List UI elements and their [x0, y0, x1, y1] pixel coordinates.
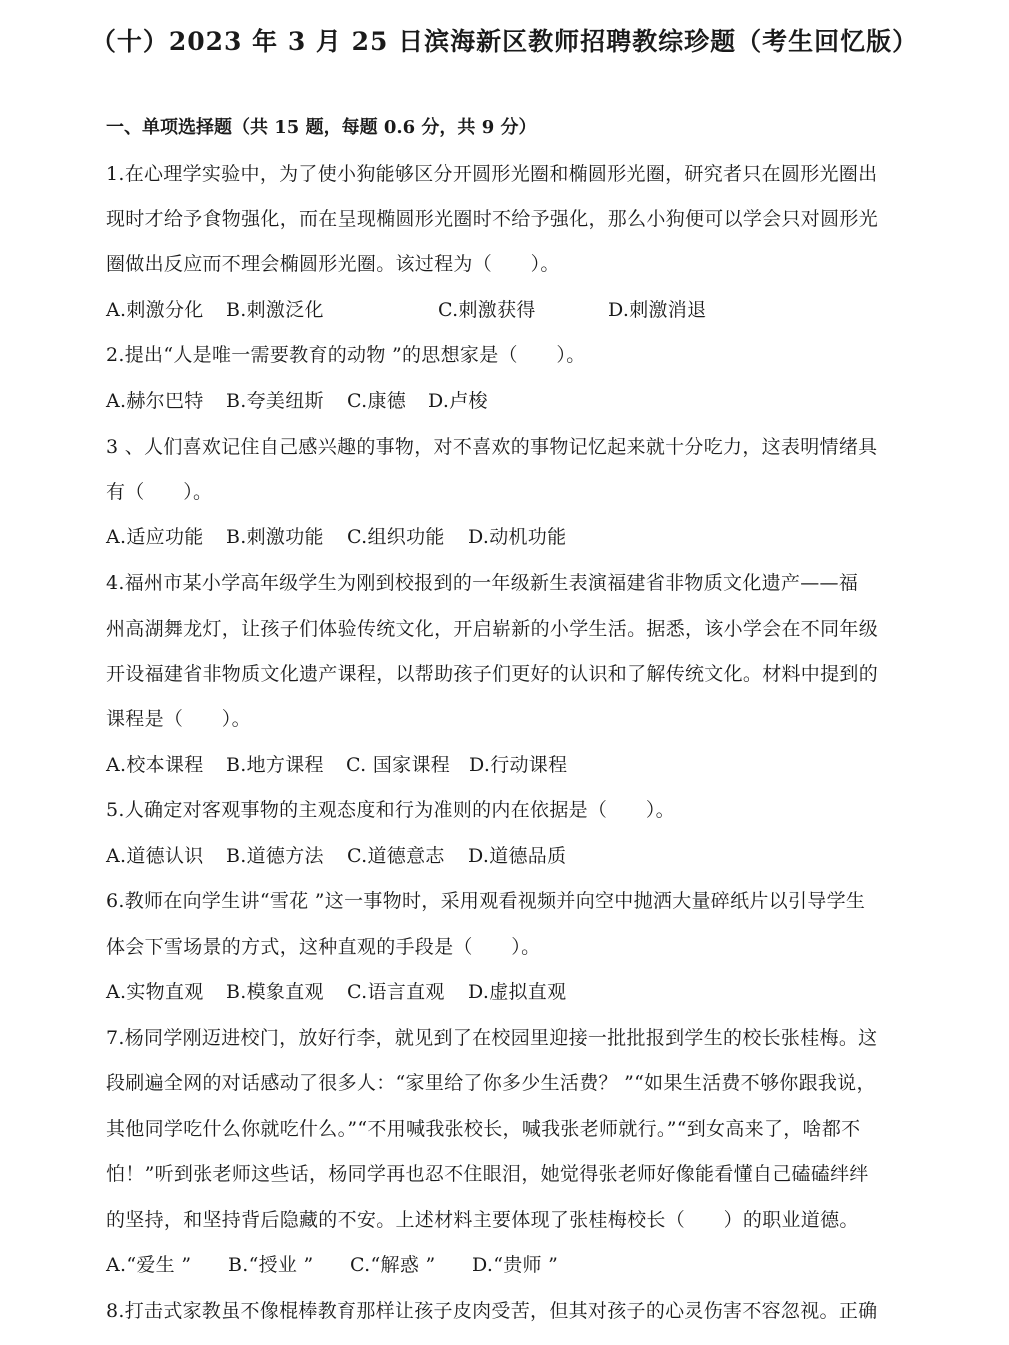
question-line: 5.人确定对客观事物的主观态度和行为准则的内在依据是（ ）。 — [106, 799, 675, 821]
option-c: C.“解惑 ” — [350, 1254, 436, 1276]
question-line: 1.在心理学实验中，为了使小狗能够区分开圆形光圈和椭圆形光圈，研究者只在圆形光圈出 — [106, 163, 878, 185]
question-line: 6.教师在向学生讲“雪花 ”这一事物时，采用观看视频并向空中抛洒大量碎纸片以引导学生 — [106, 890, 866, 912]
question-line: 体会下雪场景的方式，这种直观的手段是（ ）。 — [106, 936, 541, 958]
option-d: D.“贵师 ” — [472, 1254, 559, 1276]
option-b: B.刺激功能 — [226, 526, 324, 548]
option-b: B.夸美纽斯 — [226, 390, 324, 412]
option-b: B.“授业 ” — [228, 1254, 314, 1276]
question-line: 开设福建省非物质文化遗产课程，以帮助孩子们更好的认识和了解传统文化。材料中提到的 — [106, 663, 879, 685]
question-line: 段刷遍全网的对话感动了很多人：“家里给了你多少生活费？ ”“如果生活费不够你跟我说， — [106, 1072, 876, 1094]
question-line: 课程是（ ）。 — [106, 708, 251, 730]
option-a: A.适应功能 — [106, 526, 204, 548]
option-c: C.刺激获得 — [438, 299, 536, 321]
question-line: 7.杨同学刚迈进校门，放好行李，就见到了在校园里迎接一批批报到学生的校长张桂梅。这 — [106, 1027, 878, 1049]
option-a: A.道德认识 — [106, 845, 204, 867]
section-heading: 一、单项选择题（共 15 题，每题 0.6 分，共 9 分） — [106, 117, 537, 138]
option-a: A.赫尔巴特 — [106, 390, 204, 412]
option-c: C.语言直观 — [347, 981, 445, 1003]
option-c: C.组织功能 — [347, 526, 445, 548]
option-b: B.地方课程 — [226, 754, 324, 776]
option-a: A.实物直观 — [106, 981, 204, 1003]
option-b: B.道德方法 — [226, 845, 324, 867]
option-c: C.康德 — [347, 390, 407, 412]
question-line: 现时才给予食物强化，而在呈现椭圆形光圈时不给予强化，那么小狗便可以学会只对圆形光 — [106, 208, 879, 230]
question-line: 州高湖舞龙灯，让孩子们体验传统文化，开启崭新的小学生活。据悉，该小学会在不同年级 — [106, 618, 879, 640]
question-line: 4.福州市某小学高年级学生为刚到校报到的一年级新生表演福建省非物质文化遗产——福 — [106, 572, 859, 594]
option-b: B.模象直观 — [226, 981, 324, 1003]
question-line: 有（ ）。 — [106, 481, 213, 503]
page-title: （十）2023 年 3 月 25 日滨海新区教师招聘教综珍题（考生回忆版） — [90, 27, 919, 56]
question-line: 的坚持，和坚持背后隐藏的不安。上述材料主要体现了张桂梅校长（ ）的职业道德。 — [106, 1209, 859, 1231]
option-d: D.刺激消退 — [608, 299, 707, 321]
option-a: A.校本课程 — [106, 754, 204, 776]
option-c: C.道德意志 — [347, 845, 445, 867]
option-d: D.虚拟直观 — [468, 981, 567, 1003]
option-d: D.动机功能 — [468, 526, 567, 548]
option-a: A.刺激分化 — [106, 299, 204, 321]
option-c: C. 国家课程 — [346, 754, 451, 776]
question-line: 3 、人们喜欢记住自己感兴趣的事物，对不喜欢的事物记忆起来就十分吃力，这表明情绪具 — [106, 436, 878, 458]
question-line: 8.打击式家教虽不像棍棒教育那样让孩子皮肉受苦，但其对孩子的心灵伤害不容忽视。正确 — [106, 1300, 878, 1322]
question-line: 圈做出反应而不理会椭圆形光圈。该过程为（ ）。 — [106, 253, 560, 275]
question-line: 怕！”听到张老师这些话，杨同学再也忍不住眼泪，她觉得张老师好像能看懂自己磕磕绊绊 — [106, 1163, 869, 1185]
option-d: D.行动课程 — [469, 754, 568, 776]
option-b: B.刺激泛化 — [226, 299, 324, 321]
question-line: 2.提出“人是唯一需要教育的动物 ”的思想家是（ ）。 — [106, 344, 586, 366]
option-d: D.卢梭 — [428, 390, 488, 412]
option-d: D.道德品质 — [468, 845, 567, 867]
question-line: 其他同学吃什么你就吃什么。”“不用喊我张校长，喊我张老师就行。”“到女高来了，啥都不 — [106, 1118, 861, 1140]
option-a: A.“爱生 ” — [106, 1254, 192, 1276]
